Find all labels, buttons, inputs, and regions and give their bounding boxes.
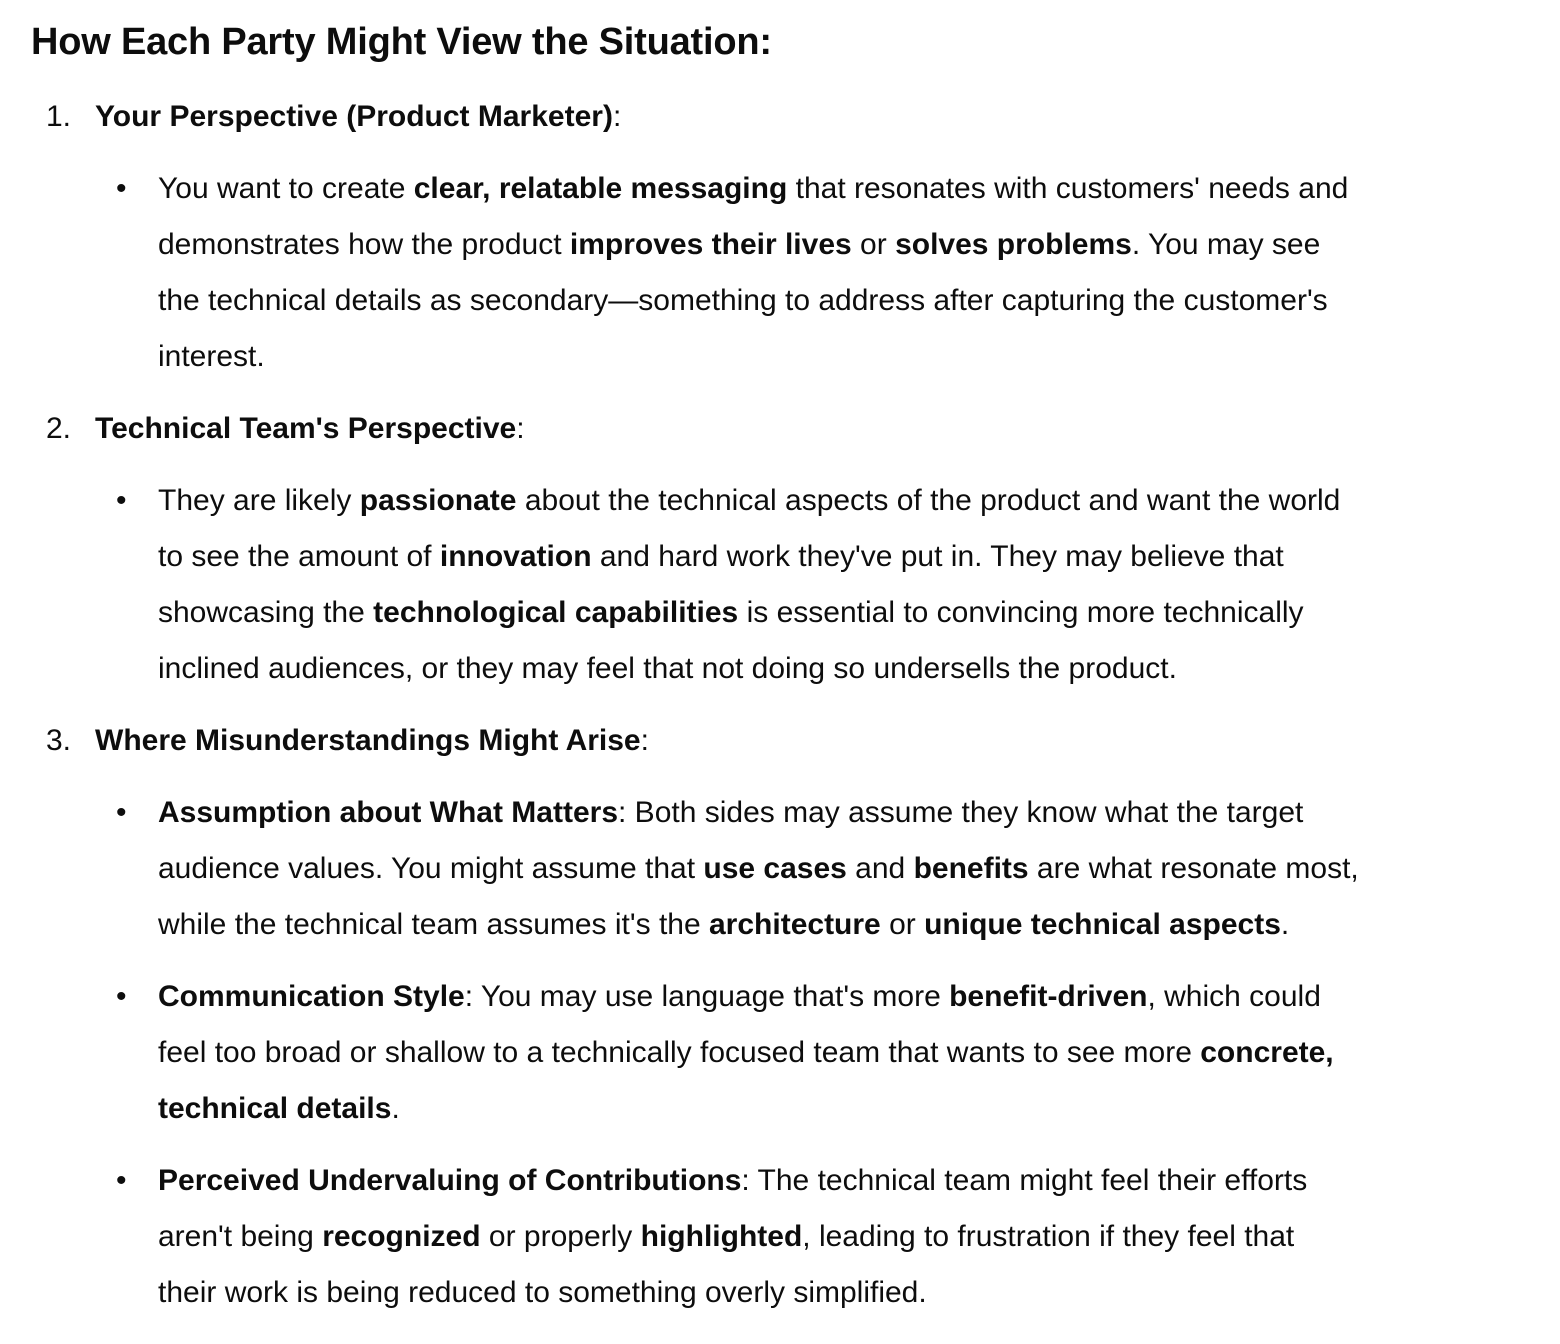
bold-text: innovation — [439, 540, 592, 573]
bold-text: technical details — [158, 1092, 392, 1125]
text-run: audience values. You might assume that — [158, 852, 704, 885]
text-run: and — [846, 852, 914, 885]
text-run: . — [1280, 908, 1290, 941]
text-run: , leading to frustration if they feel that — [802, 1220, 1295, 1253]
bold-text: solves problems — [895, 228, 1132, 261]
text-run: : You may use language that's more — [464, 980, 950, 1013]
text-line — [158, 1153, 1478, 1209]
bullet-marker: • — [116, 980, 127, 1013]
bullet-text — [158, 785, 1478, 953]
section-title-your-perspective — [95, 89, 621, 145]
text-line — [158, 585, 1478, 641]
text-run: to see the amount of — [158, 540, 440, 573]
bullet-marker: • — [116, 1164, 127, 1197]
text-run: that resonates with customers' needs and — [787, 172, 1349, 205]
bold-text: improves their lives — [569, 228, 852, 261]
text-line — [158, 1025, 1478, 1081]
text-run: You want to create — [158, 172, 414, 205]
bold-text: passionate — [359, 484, 517, 517]
bold-text: clear, relatable messaging — [413, 172, 788, 205]
text-run: , which could — [1147, 980, 1321, 1013]
text-line — [158, 273, 1478, 329]
text-run: interest. — [158, 340, 265, 373]
text-line — [158, 329, 1478, 385]
section-title-misunderstandings — [95, 713, 649, 769]
section-title-text: Where Misunderstandings Might Arise — [95, 724, 641, 757]
list-number-3: 3. — [46, 724, 72, 757]
list-number-2: 2. — [46, 412, 72, 445]
bullet-marker: • — [116, 484, 127, 517]
text-run: and hard work they've put in. They may believe that — [591, 540, 1284, 573]
text-line — [158, 897, 1478, 953]
text-line — [158, 1265, 1478, 1321]
text-run: is essential to convincing more technically — [738, 596, 1304, 629]
text-line — [158, 785, 1478, 841]
text-run: about the technical aspects of the product and want the world — [516, 484, 1341, 517]
list-number-1: 1. — [46, 100, 72, 133]
bullet-text — [158, 161, 1478, 385]
text-run: : The technical team might feel their efforts — [741, 1164, 1308, 1197]
section-title-technical-team — [95, 401, 525, 457]
text-run: feel too broad or shallow to a technically focused team that wants to see more — [158, 1036, 1201, 1069]
section-title-text: Your Perspective (Product Marketer) — [95, 100, 613, 133]
section-title-suffix: : — [612, 100, 622, 133]
text-run: . You may see — [1131, 228, 1321, 261]
text-line — [158, 841, 1478, 897]
text-line — [158, 473, 1478, 529]
text-run: are what resonate most, — [1028, 852, 1359, 885]
bold-text: Perceived Undervaluing of Contributions — [158, 1164, 742, 1197]
text-run: demonstrates how the product — [158, 228, 570, 261]
section-title-suffix: : — [516, 412, 525, 445]
text-line — [158, 217, 1478, 273]
text-line — [158, 969, 1478, 1025]
bold-text: technological capabilities — [373, 596, 739, 629]
bold-text: recognized — [322, 1220, 481, 1253]
bold-text: benefits — [913, 852, 1029, 885]
bold-text: architecture — [709, 908, 881, 941]
text-run: or — [880, 908, 925, 941]
page-title: How Each Party Might View the Situation: — [31, 21, 772, 63]
text-line — [158, 161, 1478, 217]
text-run: : Both sides may assume they know what the target — [618, 796, 1304, 829]
bold-text: Communication Style — [158, 980, 465, 1013]
text-run: or — [851, 228, 896, 261]
text-run: while the technical team assumes it's the — [158, 908, 709, 941]
text-run: their work is being reduced to something overly simplified. — [158, 1276, 927, 1309]
text-line — [158, 529, 1478, 585]
bullet-marker: • — [116, 796, 127, 829]
text-run: or properly — [480, 1220, 641, 1253]
bold-text: unique technical aspects — [924, 908, 1281, 941]
bullet-text — [158, 1153, 1478, 1321]
text-run: showcasing the — [158, 596, 374, 629]
section-title-text: Technical Team's Perspective — [95, 412, 517, 445]
bullet-text — [158, 969, 1478, 1137]
bold-text: benefit-driven — [949, 980, 1148, 1013]
text-run: inclined audiences, or they may feel that not doing so undersells the product. — [158, 652, 1177, 685]
bold-text: Assumption about What Matters — [158, 796, 619, 829]
bold-text: concrete, — [1200, 1036, 1334, 1069]
text-run: They are likely — [158, 484, 360, 517]
bullet-text — [158, 473, 1478, 697]
bullet-marker: • — [116, 172, 127, 205]
text-run: aren't being — [158, 1220, 323, 1253]
section-title-suffix: : — [640, 724, 649, 757]
text-run: the technical details as secondary—something to address after capturing the customer's — [158, 284, 1328, 317]
text-run: . — [391, 1092, 400, 1125]
bold-text: highlighted — [640, 1220, 803, 1253]
text-line — [158, 641, 1478, 697]
text-line — [158, 1081, 1478, 1137]
text-line — [158, 1209, 1478, 1265]
bold-text: use cases — [703, 852, 847, 885]
